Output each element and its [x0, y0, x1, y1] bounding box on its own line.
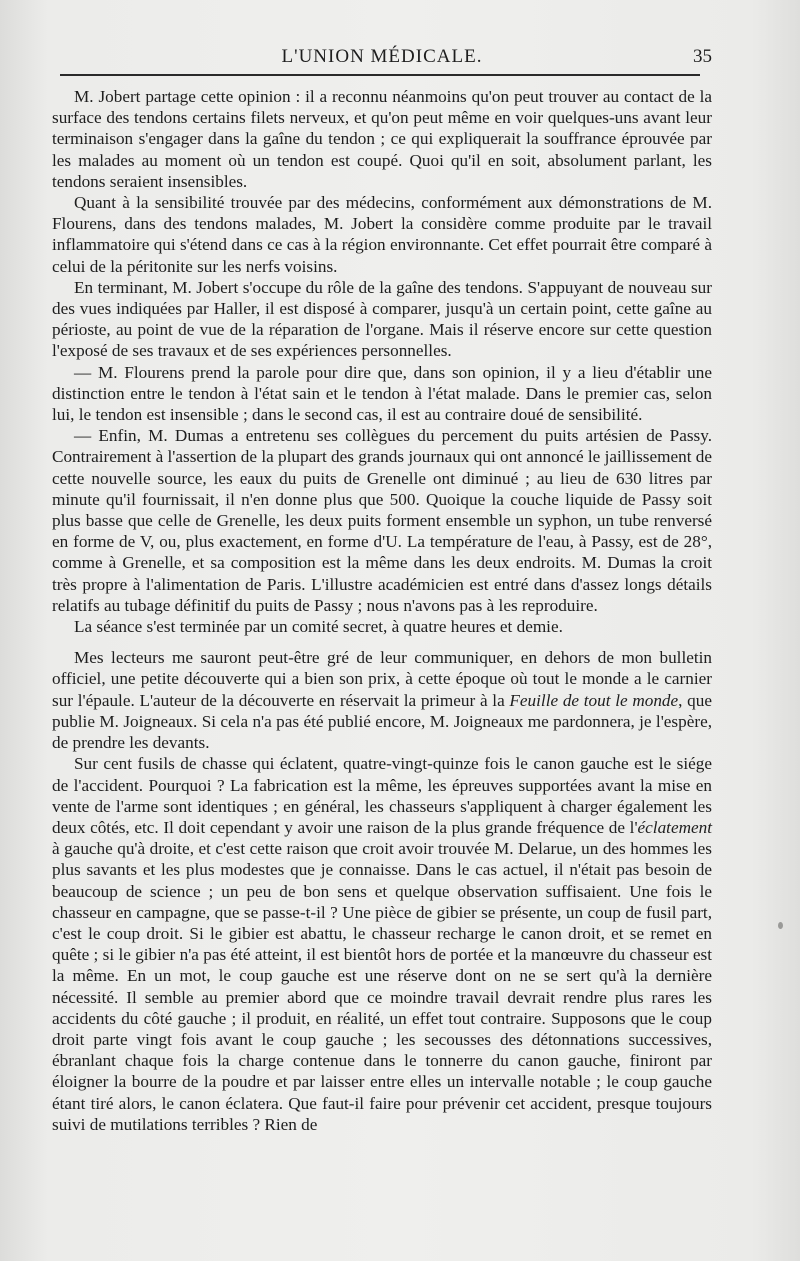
paper-speck — [778, 922, 783, 929]
emphasis-eclatement: éclatement — [637, 817, 712, 837]
paragraph-fusils — [52, 753, 712, 1135]
running-title: L'UNION MÉDICALE. — [281, 46, 483, 67]
paragraph-sensibilite: Quant à la sensibilité trouvée par des médecins, conformément aux démonstrations de M. Flourens, dans des tendons malades, M. Jobert la considère comme produite par le travail inflammatoire qui s'étend dans ce cas à la région environnante. Cet effet pourrait être comparé à celui de la péritonite sur les nerfs voisins. — [52, 193, 712, 276]
paragraph-gaine: En terminant, M. Jobert s'occupe du rôle de la gaîne des tendons. S'appuyant de nouveau sur des vues indiquées par Haller, il est disposé à comparer, jusqu'à un certain point, cette gaîne au périoste, au point de vue de la réparation de l'organe. Mais il réserve encore sur cette question l'exposé de ses travaux et de ses expériences personnelles. — [52, 277, 712, 361]
paragraph-puits-passy: — Enfin, M. Dumas a entretenu ses collègues du percement du puits artésien de Passy. Contrairement à l'assertion de la plupart des grands journaux qui ont annoncé le jaillissement de cette nouvelle source, les eaux du puits de Grenelle ont diminué ; au lieu de 630 litres par minute qu'il fournissait, il n'en donne plus que 500. Quoique la couche liquide de Passy soit plus basse que celle de Grenelle, les deux puits forment ensemble un syphon, un tube renversé en forme de V, ou, plus exactement, en forme d'U. La température de l'eau, à Passy, est de 28°, comme à Grenelle, et sa composition est la même dans les deux endroits. M. Dumas la croit très propre à l'alimentation de Paris. L'illustre académicien est entré dans d'assez longs détails relatifs au tubage définitif du puits de Passy ; nous n'avons pas à les reproduire. — [52, 426, 712, 615]
text-run: , que publie M. Joigneaux. Si cela n'a pas été publié encore, M. Joigneaux me pardonnera, je l'espère, de prendre les devants. — [52, 690, 712, 753]
paragraph-flourens: — M. Flourens prend la parole pour dire que, dans son opinion, il y a lieu d'établir une distinction entre le tendon à l'état sain et le tendon à l'état malade. Dans le premier cas, selon lui, le tendon est insensible ; dans le second cas, il est au contraire doué de sensibilité. — [52, 362, 712, 425]
article-body — [52, 86, 712, 1135]
page-header — [52, 42, 712, 72]
paragraph-seance-close: La séance s'est terminée par un comité secret, à quatre heures et demie. — [74, 617, 563, 637]
text-run: à gauche qu'à droite, et c'est cette raison que croit avoir trouvée M. Delarue, un des hommes les plus savants et les plus modestes que je connaisse. Dans le cas actuel, il n'était pas besoin de beaucoup de science ; un peu de bon sens et quelque observation suffisaient. Une fois le chasseur en campagne, que se passe-t-il ? Une pièce de gibier se présente, un coup de fusil part, c'est le coup droit. Si le gibier est abattu, le chasseur recharge le canon droit, et se remet en quête ; si le gibier n'a pas été atteint, il est bientôt hors de portée et la manœuvre du chasseur est la même. En un mot, le coup gauche est une réserve dont on ne se sert qu'à la dernière nécessité. Il semble au premier abord que ce moindre travail devrait rendre plus rares les accidents du côté gauche ; il produit, en réalité, un effet tout contraire. Supposons que le coup droit parte vingt fois avant le coup gauche ; les secousses des détonnations successives, ébranlant chaque fois la charge contenue dans le tonnerre du canon gauche, finiront par éloigner la bourre de la poudre et par laisser entre elles un intervalle notable ; le coup gauche étant tiré alors, le canon éclatera. Que faut-il faire pour prévenir cet accident, presque toujours suivi de mutilations terribles ? Rien de — [52, 839, 712, 1134]
page-number: 35 — [693, 46, 712, 67]
text-run: Mes lecteurs me sauront peut-être gré de leur communiquer, en dehors de mon bulletin officiel, une petite découverte qui a bien son prix, à cette époque où tout le monde a le carnier sur l'épaule. L'auteur de la découverte en réservait la primeur à la — [52, 648, 712, 710]
text-run: Sur cent fusils de chasse qui éclatent, quatre-vingt-quinze fois le canon gauche est le siége de l'accident. Pourquoi ? La fabrication est la même, les épreuves supportées avant la mise en vente de l'arme sont identiques ; en général, les chasseurs s'appliquent à charger également les deux côtés, etc. Il doit cependant y avoir une raison de la plus grande fréquence de l' — [52, 754, 712, 837]
header-rule — [60, 74, 700, 76]
publication-title: Feuille de tout le monde — [509, 690, 679, 710]
paragraph-jobert-opinion: M. Jobert partage cette opinion : il a reconnu néanmoins qu'on peut trouver au contact de la surface des tendons certains filets nerveux, et qu'on peut même en voir quelques-uns avant leur terminaison s'engager dans la gaîne du tendon ; ce qui expliquerait la souffrance éprouvée par les malades au moment où un tendon est coupé. Quoi qu'il en soit, absolument parlant, les tendons seraient insensibles. — [52, 87, 712, 191]
paragraph-decouverte — [52, 647, 712, 753]
